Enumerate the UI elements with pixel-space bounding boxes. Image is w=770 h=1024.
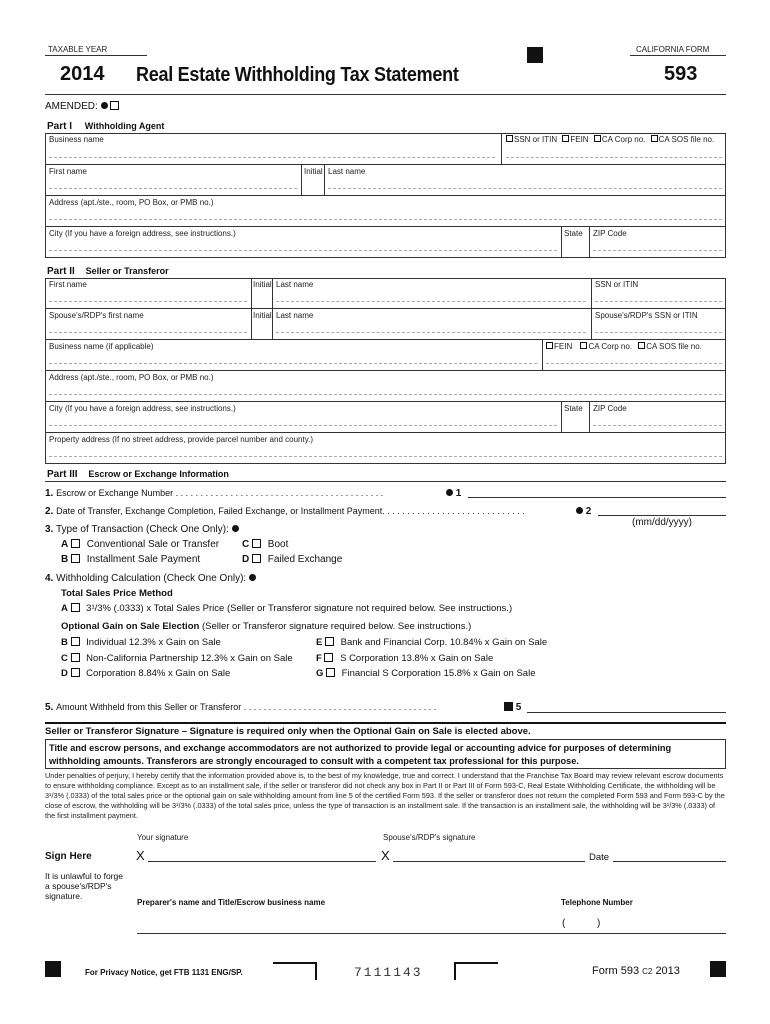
- forgery-warning: It is unlawful to forge a spouse's/RDP's signature.: [45, 871, 123, 901]
- t4-option-b[interactable]: [61, 637, 221, 648]
- t4-option-f[interactable]: [316, 653, 493, 664]
- p2-property-label: Property address (If no street address, provide parcel number and county.): [49, 435, 313, 444]
- sign-here-label: Sign Here: [45, 851, 92, 862]
- p1-first-name-input[interactable]: [49, 188, 297, 189]
- p1-business-input[interactable]: [49, 157, 495, 158]
- option-letter: C: [61, 653, 68, 664]
- divider: [251, 278, 252, 308]
- p2-city-label: City (If you have a foreign address, see instructions.): [49, 404, 236, 413]
- p1-business-row: [45, 133, 726, 165]
- p2-state-label: State: [564, 404, 583, 413]
- line2-box-number: 2: [585, 506, 592, 517]
- t3-c-checkbox[interactable]: [252, 539, 261, 548]
- p1-cacorp-checkbox[interactable]: [594, 135, 601, 142]
- divider: [589, 227, 590, 257]
- option-letter: A: [61, 539, 69, 550]
- line1-box-number: 1: [455, 488, 462, 499]
- spouse-signature-x-mark: X: [381, 848, 390, 863]
- divider: [324, 165, 325, 195]
- p2-cacorp-checkbox[interactable]: [580, 342, 587, 349]
- t4-option-e[interactable]: [316, 637, 547, 648]
- divider: [591, 278, 592, 308]
- footer-year: 2013: [655, 965, 680, 977]
- p1-first-name-label: First name: [49, 167, 87, 176]
- footer-form-name: Form 593: [592, 965, 640, 977]
- crop-mark: [273, 962, 317, 980]
- phone-paren-open: (: [562, 918, 566, 929]
- t4-a-checkbox[interactable]: [71, 603, 80, 612]
- t4-c-checkbox[interactable]: [71, 653, 80, 662]
- privacy-notice: For Privacy Notice, get FTB 1131 ENG/SP.: [85, 968, 243, 977]
- line4-number: 4.: [45, 573, 54, 584]
- option-label: Bank and Financial Corp. 10.84% x Gain on Sale: [340, 637, 548, 648]
- bullet-icon: [232, 525, 239, 532]
- t3-d-checkbox[interactable]: [252, 554, 261, 563]
- p2-id-type-options: [546, 342, 702, 351]
- p2-last-name-input[interactable]: [276, 301, 586, 302]
- p2-casos-label: CA SOS file no.: [646, 342, 702, 351]
- p1-address-row: [45, 196, 726, 227]
- p2-business-input[interactable]: [49, 363, 537, 364]
- option-label: Conventional Sale or Transfer: [86, 539, 220, 550]
- part2-label: Part II: [47, 266, 75, 277]
- p1-last-name-input[interactable]: [328, 188, 722, 189]
- line4-label: Withholding Calculation (Check One Only):: [56, 573, 247, 584]
- part3-heading: [47, 469, 229, 480]
- part2-heading: [47, 266, 169, 277]
- divider: [45, 55, 147, 56]
- divider: [272, 278, 273, 308]
- option-label: Failed Exchange: [267, 554, 343, 565]
- perjury-statement: Under penalties of perjury, I hereby certify that the information provided above is, to the best of my knowledge, true and correct. I understand that the Franchise Tax Board may review relevant escrow documents to ensure withholding compliance. Except as to an installment sale, if the seller or transferor did not check any box in Part II or Part III of Form 593-C, Real Estate Withholding Certificate, the withholding will be 3¹/3% (.0333) of the total sales price or the optional gain on sale withholding amount from line 5 of the certified Form 593. If the seller or transferor does not return the completed Form 593 and Form 593-C by the close of escrow, the withholding will be 3¹/3% (.0333) of the total sales price, unless the type of transaction is an installment sale. If the transaction is an installment sale, the withholding will be 3¹/3% (.0333) of the first installment payment.: [45, 771, 725, 820]
- p1-ssn-checkbox[interactable]: [506, 135, 513, 142]
- square-marker-icon: [504, 702, 513, 711]
- line5-number: 5.: [45, 702, 54, 713]
- line1-input[interactable]: [468, 497, 726, 498]
- p1-name-row: [45, 165, 726, 196]
- option-letter: B: [61, 554, 69, 565]
- t3-option-d[interactable]: [242, 554, 342, 565]
- option-label: Corporation 8.84% x Gain on Sale: [86, 668, 231, 679]
- p2-last-name-label: Last name: [276, 280, 314, 289]
- advice-warning-text: Title and escrow persons, and exchange accommodators are not authorized to provide legal or accounting advice for purposes of determining withholding amounts. Transferors are strongly encouraged to consult with a competent tax professional for this purpose.: [49, 743, 672, 766]
- t4-f-checkbox[interactable]: [324, 653, 333, 662]
- p1-address-label: Address (apt./ste., room, PO Box, or PMB no.): [49, 198, 214, 207]
- form-number: 593: [664, 63, 698, 85]
- amended-label: AMENDED:: [45, 101, 98, 112]
- t3-option-c[interactable]: [242, 539, 288, 550]
- your-signature-label: Your signature: [137, 833, 189, 842]
- p2-ssn-label: SSN or ITIN: [595, 280, 639, 289]
- option-letter: E: [316, 637, 323, 648]
- footer-form-id: [592, 965, 680, 977]
- p2-business-label: Business name (if applicable): [49, 342, 154, 351]
- t4-b-checkbox[interactable]: [71, 637, 80, 646]
- option-letter: D: [61, 668, 68, 679]
- part3-label: Part III: [47, 469, 78, 480]
- option-label: Financial S Corporation 15.8% x Gain on Sale: [341, 668, 536, 679]
- p2-business-row: [45, 340, 726, 371]
- line2-label: Date of Transfer, Exchange Completion, Failed Exchange, or Installment Payment. . . . . . . . . . . . . . . . . . . . . . . . . . . . .: [56, 506, 525, 516]
- signature-heading: Seller or Transferor Signature – Signature is required only when the Optional Gain on Sale is elected above.: [45, 726, 531, 737]
- bullet-icon: [101, 102, 108, 109]
- divider: [561, 402, 562, 432]
- form-title: Real Estate Withholding Tax Statement: [136, 64, 459, 86]
- divider: [45, 722, 726, 724]
- your-signature-input[interactable]: [148, 861, 376, 862]
- p1-city-label: City (If you have a foreign address, see instructions.): [49, 229, 236, 238]
- optional-gain-note: (Seller or Transferor signature required below. See instructions.): [201, 621, 472, 632]
- registration-mark: [527, 47, 543, 63]
- p2-city-row: [45, 402, 726, 433]
- divider: [591, 309, 592, 339]
- line5: [45, 702, 436, 713]
- p2-initial-label: Initial: [253, 280, 272, 289]
- date-format-hint: (mm/dd/yyyy): [632, 517, 692, 528]
- p1-casos-label: CA SOS file no.: [658, 135, 715, 144]
- date-label: Date: [589, 852, 610, 863]
- divider: [501, 133, 502, 164]
- option-label: Installment Sale Payment: [86, 554, 201, 565]
- line4: [45, 573, 256, 584]
- part1-label: Part I: [47, 121, 73, 132]
- p1-id-type-options: [506, 135, 714, 144]
- p1-id-input[interactable]: [506, 157, 722, 158]
- registration-mark: [710, 961, 726, 977]
- telephone-label: Telephone Number: [561, 898, 633, 907]
- p2-first-name-label: First name: [49, 280, 87, 289]
- date-input[interactable]: [613, 861, 726, 862]
- line5-label: Amount Withheld from this Seller or Transferor . . . . . . . . . . . . . . . . . . . . . . . . . . . . . . . . . . . . . . .: [56, 702, 437, 712]
- spouse-signature-input[interactable]: [393, 861, 585, 862]
- p2-fein-checkbox[interactable]: [546, 342, 553, 349]
- option-label: Non-California Partnership 12.3% x Gain on Sale: [86, 653, 293, 664]
- line3-label: Type of Transaction (Check One Only):: [55, 524, 229, 535]
- p1-state-label: State: [564, 229, 583, 238]
- p2-zip-input[interactable]: [593, 425, 722, 426]
- p2-property-row: [45, 433, 726, 464]
- p1-address-input[interactable]: [49, 219, 722, 220]
- p1-last-name-label: Last name: [328, 167, 366, 176]
- option-label: Boot: [267, 539, 289, 550]
- divider: [542, 340, 543, 370]
- p2-property-input[interactable]: [49, 456, 722, 457]
- total-sales-method-heading: Total Sales Price Method: [61, 588, 173, 599]
- optional-gain-title: Optional Gain on Sale Election: [61, 621, 200, 632]
- form-barcode-number: 7111143: [354, 965, 423, 980]
- part1-heading: [47, 121, 164, 132]
- divider: [630, 55, 726, 56]
- t4-option-c[interactable]: [61, 653, 293, 664]
- t3-option-b[interactable]: [61, 554, 200, 565]
- divider: [45, 481, 726, 482]
- p2-first-name-input[interactable]: [49, 301, 247, 302]
- p2-spouse-ssn-input[interactable]: [595, 332, 722, 333]
- p2-ssn-input[interactable]: [595, 301, 722, 302]
- p1-fein-label: FEIN: [570, 135, 589, 144]
- divider: [251, 309, 252, 339]
- amended-checkbox[interactable]: [110, 101, 119, 110]
- option-letter: B: [61, 637, 68, 648]
- p2-id-input[interactable]: [546, 363, 722, 364]
- p2-cacorp-label: CA Corp no.: [588, 342, 633, 351]
- line1: [45, 488, 383, 499]
- p2-address-label: Address (apt./ste., room, PO Box, or PMB no.): [49, 373, 214, 382]
- line3: [45, 524, 239, 535]
- option-label: 3¹/3% (.0333) x Total Sales Price (Seller or Transferor signature not required below. See instructions.): [86, 603, 513, 614]
- t4-e-checkbox[interactable]: [325, 637, 334, 646]
- taxable-year-label: TAXABLE YEAR: [48, 45, 108, 54]
- p2-spouse-row: [45, 309, 726, 340]
- spouse-signature-label: Spouse's/RDP's signature: [383, 833, 476, 842]
- t4-option-g[interactable]: [316, 668, 535, 679]
- divider: [589, 402, 590, 432]
- t4-g-checkbox[interactable]: [326, 668, 335, 677]
- p2-address-row: [45, 371, 726, 402]
- line2-date-input[interactable]: [598, 515, 726, 516]
- t4-d-checkbox[interactable]: [71, 668, 80, 677]
- line5-amount-input[interactable]: [527, 712, 726, 713]
- p1-ssn-label: SSN or ITIN: [514, 135, 558, 144]
- p2-address-input[interactable]: [49, 394, 722, 395]
- tax-year: 2014: [60, 63, 105, 85]
- p1-business-label: Business name: [49, 135, 104, 144]
- p2-spouse-last-input[interactable]: [276, 332, 586, 333]
- registration-mark: [45, 961, 61, 977]
- bullet-icon: [446, 489, 453, 496]
- p2-city-input[interactable]: [49, 425, 557, 426]
- footer-version: C2: [642, 967, 653, 976]
- option-letter: D: [242, 554, 250, 565]
- p2-spouse-initial-label: Initial: [253, 311, 272, 320]
- bullet-icon: [249, 574, 256, 581]
- option-letter: C: [242, 539, 250, 550]
- line1-number: 1.: [45, 488, 54, 499]
- line2-number: 2.: [45, 506, 54, 517]
- line5-marker: [504, 702, 521, 713]
- part3-title: Escrow or Exchange Information: [88, 469, 229, 479]
- part1-title: Withholding Agent: [84, 121, 165, 131]
- p1-cacorp-label: CA Corp no.: [601, 135, 646, 144]
- line2: [45, 506, 525, 517]
- preparer-input[interactable]: [137, 933, 726, 934]
- t4-option-d[interactable]: [61, 668, 230, 679]
- signature-x-mark: X: [136, 848, 145, 863]
- divider: [45, 94, 726, 95]
- divider: [301, 165, 302, 195]
- p2-casos-checkbox[interactable]: [638, 342, 645, 349]
- california-form-label: CALIFORNIA FORM: [636, 45, 710, 54]
- p2-spouse-first-input[interactable]: [49, 332, 247, 333]
- p1-zip-input[interactable]: [593, 250, 722, 251]
- line1-marker: [446, 488, 461, 499]
- crop-mark: [454, 962, 498, 980]
- t4-option-a[interactable]: [61, 603, 512, 614]
- t3-option-a[interactable]: [61, 539, 219, 550]
- divider: [272, 309, 273, 339]
- bullet-icon: [576, 507, 583, 514]
- advice-warning-box: [45, 739, 726, 769]
- p2-spouse-first-label: Spouse's/RDP's first name: [49, 311, 144, 320]
- optional-gain-heading: [61, 621, 471, 632]
- option-letter: A: [61, 603, 68, 614]
- preparer-label: Preparer's name and Title/Escrow business name: [137, 898, 326, 907]
- option-label: S Corporation 13.8% x Gain on Sale: [340, 653, 494, 664]
- p2-spouse-ssn-label: Spouse's/RDP's SSN or ITIN: [595, 311, 698, 320]
- t3-a-checkbox[interactable]: [71, 539, 80, 548]
- amended-row: [45, 101, 119, 112]
- t3-b-checkbox[interactable]: [71, 554, 80, 563]
- divider: [561, 227, 562, 257]
- p1-city-input[interactable]: [49, 250, 557, 251]
- option-label: Individual 12.3% x Gain on Sale: [86, 637, 221, 648]
- p2-fein-label: FEIN: [554, 342, 573, 351]
- p2-spouse-last-label: Last name: [276, 311, 314, 320]
- p2-name-row: [45, 278, 726, 309]
- p1-fein-checkbox[interactable]: [562, 135, 569, 142]
- option-letter: F: [316, 653, 322, 664]
- p1-initial-label: Initial: [304, 167, 323, 176]
- option-letter: G: [316, 668, 324, 679]
- line1-label: Escrow or Exchange Number . . . . . . . . . . . . . . . . . . . . . . . . . . . . . . . . . . . . . . . . . .: [56, 488, 384, 498]
- p2-zip-label: ZIP Code: [593, 404, 627, 413]
- phone-paren-close: ): [597, 918, 601, 929]
- p1-casos-checkbox[interactable]: [651, 135, 658, 142]
- line3-number: 3.: [45, 524, 54, 535]
- p1-zip-label: ZIP Code: [593, 229, 627, 238]
- line2-marker: [576, 506, 591, 517]
- p1-city-row: [45, 227, 726, 258]
- line5-box-number: 5: [515, 702, 522, 713]
- part2-title: Seller or Transferor: [85, 266, 169, 276]
